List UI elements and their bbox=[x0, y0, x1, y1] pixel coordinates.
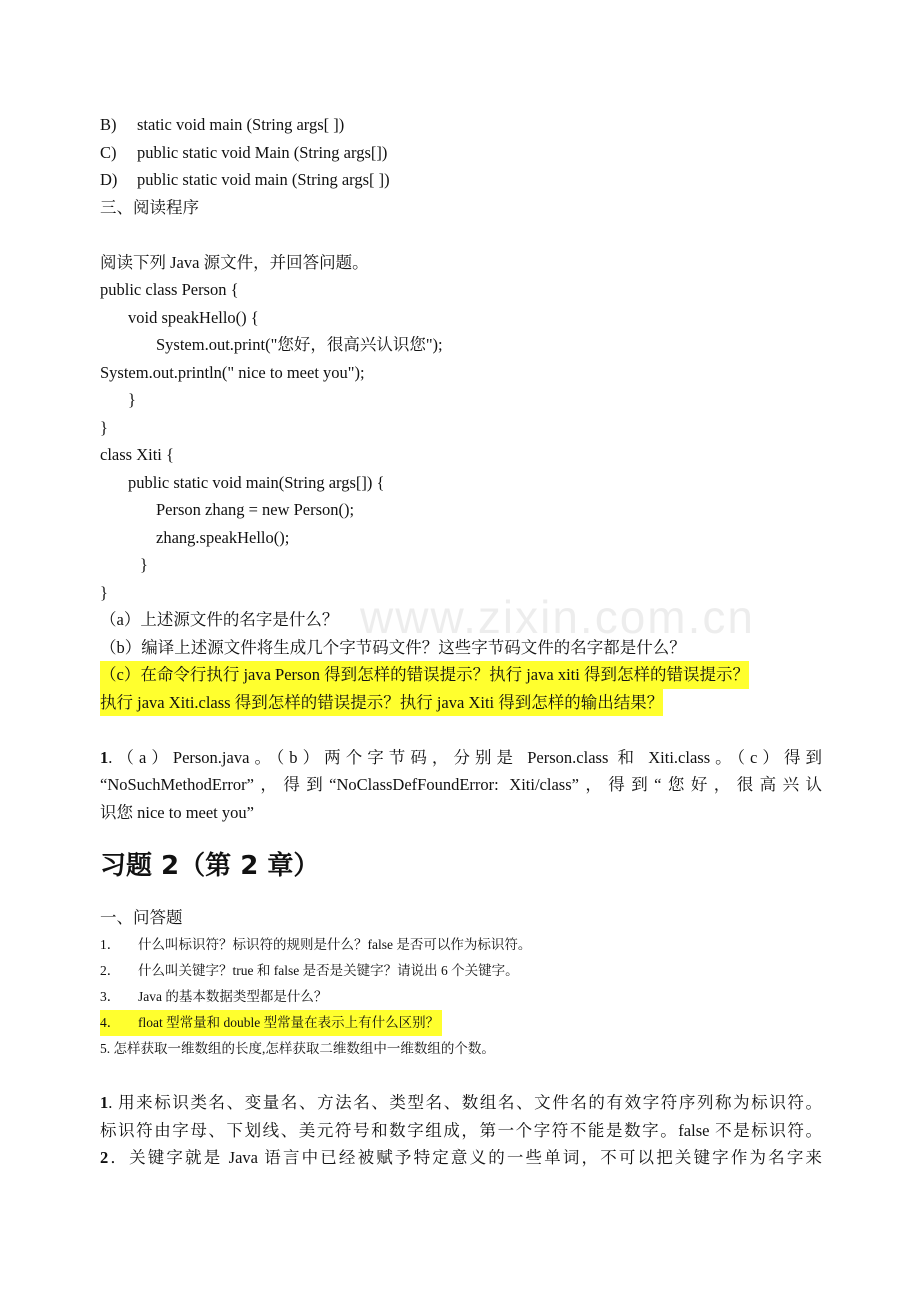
qa-item-highlighted bbox=[100, 1010, 822, 1036]
answer1-line1 bbox=[100, 744, 822, 772]
answer-text: . 用来标识类名、变量名、方法名、类型名、数组名、文件名的有效字符序列称为标识符。 bbox=[108, 1093, 822, 1112]
qa-item bbox=[100, 932, 822, 958]
watermark: www.zixin.com.cn bbox=[360, 591, 755, 643]
code-line: class Xiti { bbox=[100, 445, 174, 464]
answer-text: .（a）Person.java。（b）两个字节码，分别是 Person.class 和 Xiti.class。（c）得到 bbox=[108, 747, 822, 767]
highlighted-text: （c）在命令行执行 java Person 得到怎样的错误提示？执行 java xiti 得到怎样的错误提示？ bbox=[100, 661, 749, 689]
code-line: } bbox=[100, 582, 108, 602]
blank-line bbox=[100, 716, 822, 744]
code-line: System.out.print("您好，很高兴认识您"); bbox=[156, 335, 443, 354]
option-letter: B) bbox=[100, 115, 117, 134]
chapter-heading: 习题 2（第 2 章） bbox=[100, 851, 320, 881]
blank-line bbox=[100, 1062, 822, 1090]
code-line: public static void main(String args[]) { bbox=[128, 472, 385, 492]
highlighted-text: 执行 java Xiti.class 得到怎样的错误提示？执行 java Xiti 得到怎样的输出结果？ bbox=[100, 689, 663, 717]
question-b: （b）编译上述源文件将生成几个字节码文件？这些字节码文件的名字都是什么？ bbox=[100, 637, 686, 657]
option-d bbox=[100, 166, 822, 194]
code-line: Person zhang = new Person(); bbox=[156, 500, 355, 519]
question-a: （a）上述源文件的名字是什么？ bbox=[100, 610, 339, 629]
option-b bbox=[100, 111, 822, 139]
qa-text: Java 的基本数据类型都是什么？ bbox=[138, 988, 328, 1004]
ch2-answer1-line2: 标识符由字母、下划线、美元符号和数字组成，第一个字符不能是数字。false 不是标识符。 bbox=[100, 1120, 822, 1140]
option-text: static void main (String args[ ]) bbox=[137, 115, 345, 134]
qa-number: 1． bbox=[100, 936, 121, 952]
read-intro: 阅读下列 Java 源文件，并回答问题。 bbox=[100, 252, 369, 272]
ch2-answer2-line1 bbox=[100, 1144, 822, 1172]
question-c-line1 bbox=[100, 661, 822, 689]
answer1-line3: 识您 nice to meet you” bbox=[100, 802, 254, 822]
ch2-answer1-line1 bbox=[100, 1089, 822, 1117]
answer-number: 1 bbox=[100, 747, 109, 767]
qa-number: 2． bbox=[100, 962, 121, 978]
qa-number: 3． bbox=[100, 988, 121, 1004]
option-text: public static void Main (String args[]) bbox=[137, 142, 388, 162]
qa-number: 4． bbox=[100, 1014, 121, 1030]
qa-text: 什么叫标识符？标识符的规则是什么？false 是否可以作为标识符。 bbox=[138, 936, 532, 952]
answer-number: 2 bbox=[100, 1148, 109, 1167]
section-title-qa: 一、问答题 bbox=[100, 908, 183, 927]
qa-item bbox=[100, 958, 822, 984]
code-line: public class Person { bbox=[100, 280, 239, 299]
option-letter: C) bbox=[100, 142, 117, 162]
code-line: } bbox=[100, 417, 108, 437]
option-letter: D) bbox=[100, 170, 118, 189]
document-page bbox=[100, 111, 822, 1172]
qa-item-5: 5. 怎样获取一维数组的长度,怎样获取二维数组中一维数组的个数。 bbox=[100, 1040, 495, 1056]
qa-text: float 型常量和 double 型常量在表示上有什么区别？ bbox=[138, 1014, 440, 1030]
option-text: public static void main (String args[ ]) bbox=[137, 170, 390, 189]
code-line: } bbox=[128, 390, 136, 409]
answer-text: ．关键字就是 Java 语言中已经被赋予特定意义的一些单词，不可以把关键字作为名字来 bbox=[108, 1148, 822, 1167]
option-c bbox=[100, 139, 822, 167]
code-line: zhang.speakHello(); bbox=[156, 527, 290, 547]
qa-text: 什么叫关键字？true 和 false 是否是关键字？请说出 6 个关键字。 bbox=[138, 962, 519, 978]
code-line: System.out.println(" nice to meet you"); bbox=[100, 362, 365, 382]
question-c-line2 bbox=[100, 689, 822, 717]
highlighted-text bbox=[100, 1010, 442, 1036]
section-title-read-program: 三、阅读程序 bbox=[100, 197, 199, 217]
blank-line bbox=[100, 221, 822, 249]
answer-number: 1 bbox=[100, 1093, 109, 1112]
code-line: void speakHello() { bbox=[128, 307, 259, 327]
qa-item bbox=[100, 984, 822, 1010]
code-line: } bbox=[140, 555, 148, 574]
answer1-line2: “NoSuchMethodError”，得到“NoClassDefFoundError: Xiti/class”，得到“您好，很高兴认 bbox=[100, 775, 822, 794]
